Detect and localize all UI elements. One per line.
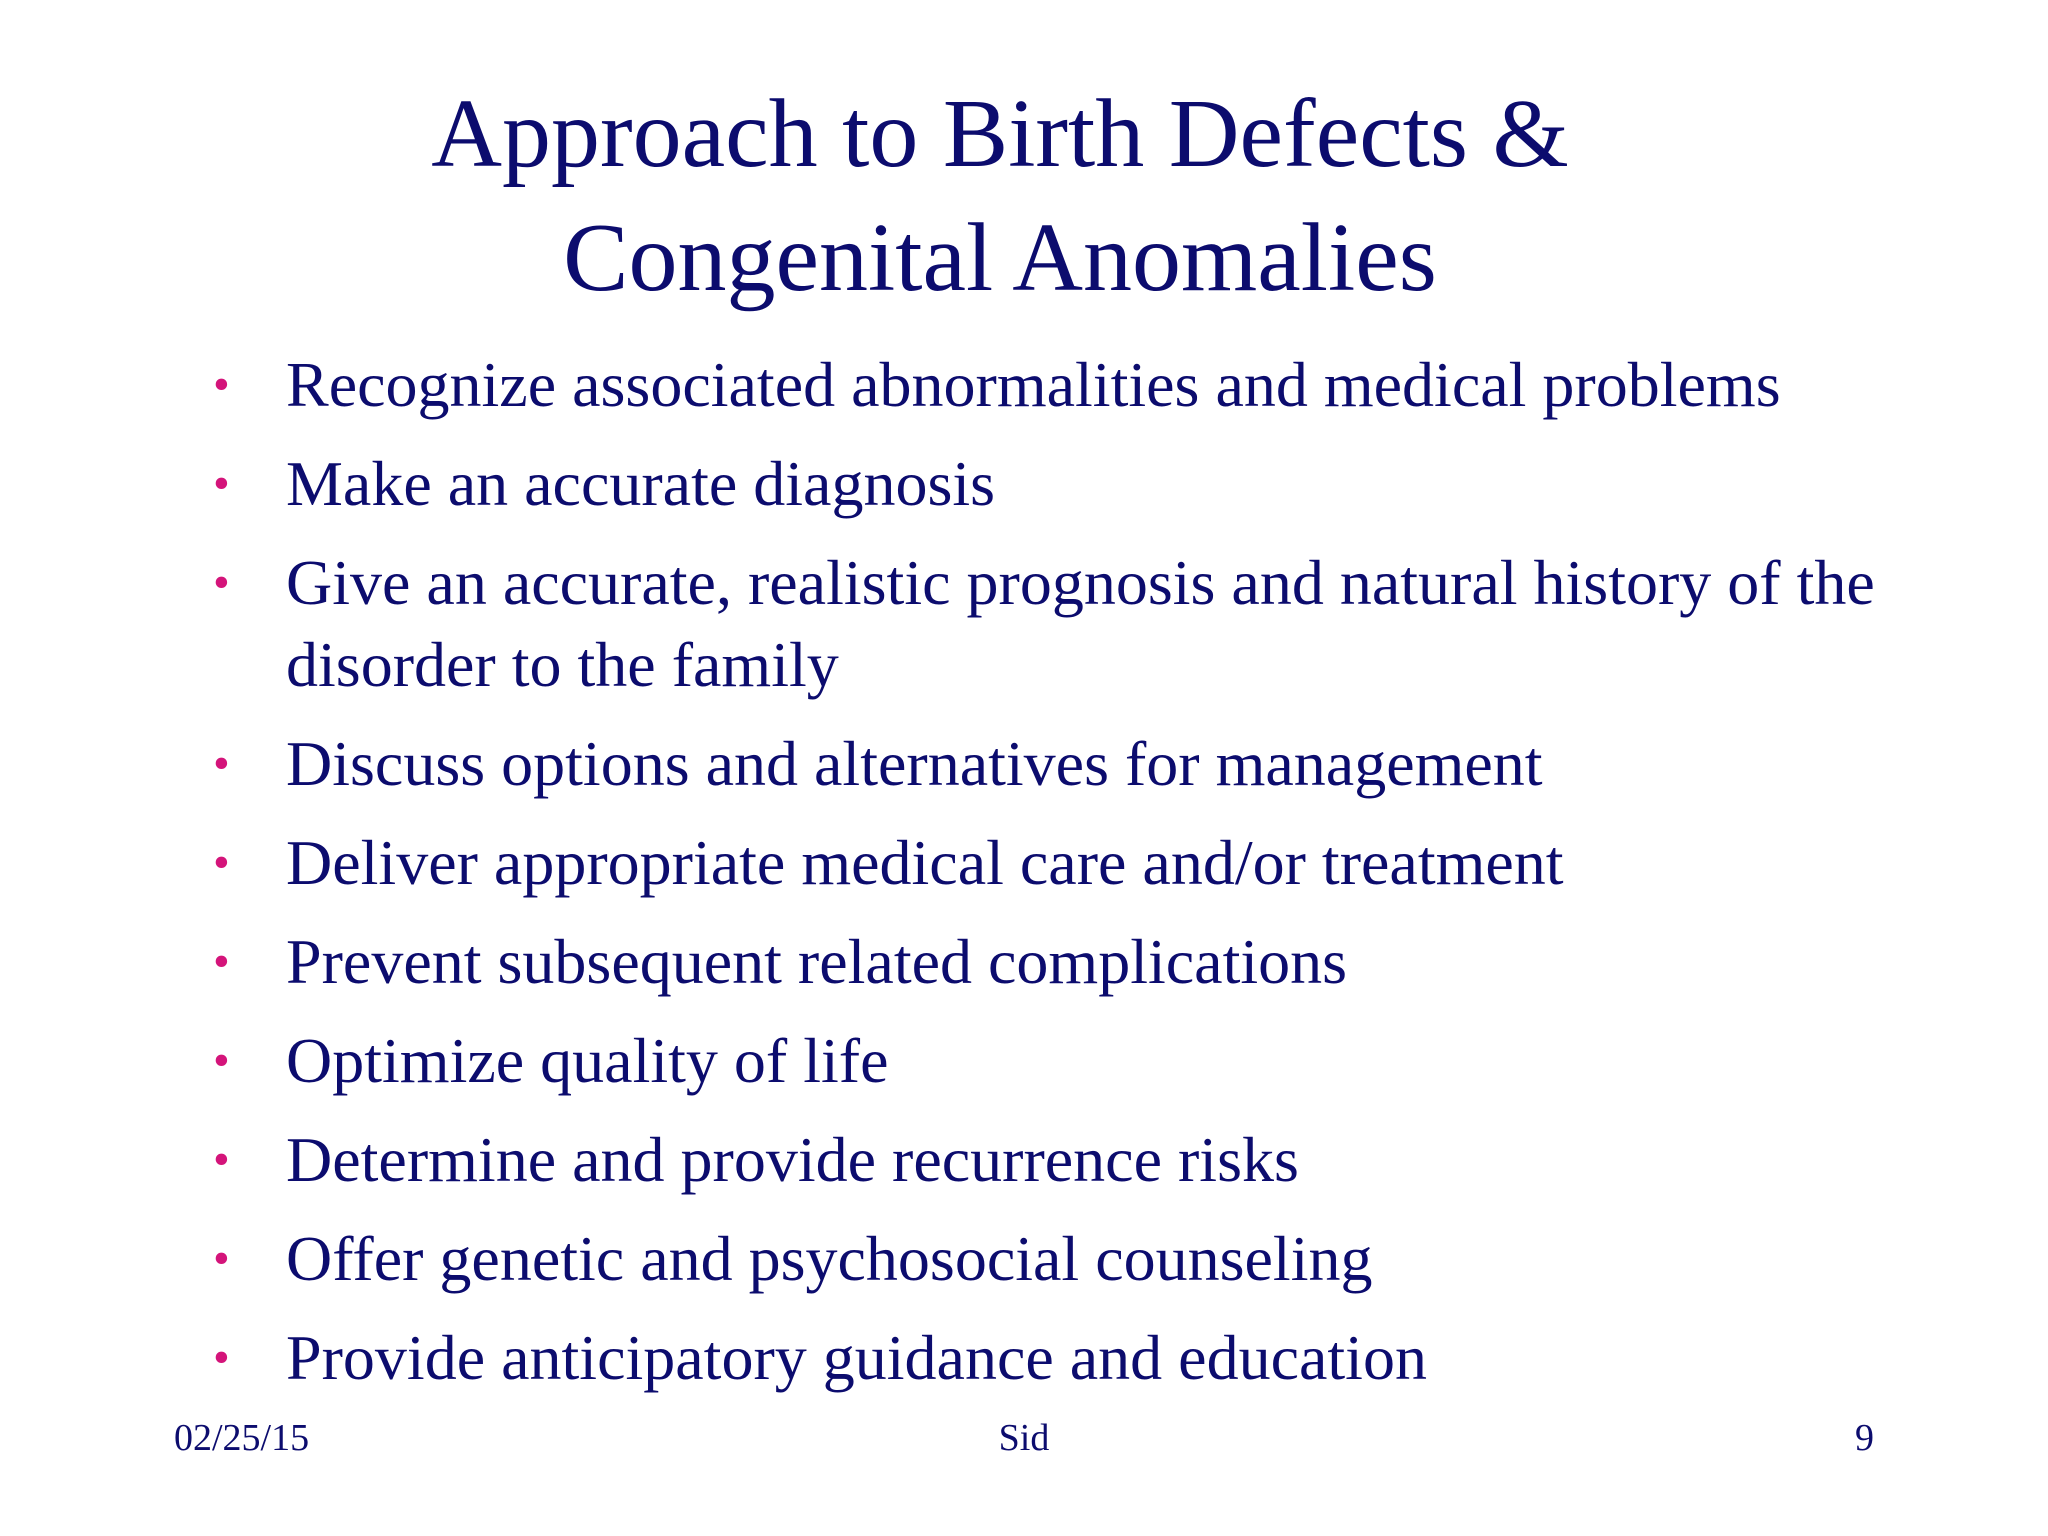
footer-date: 02/25/15: [174, 1417, 310, 1459]
bullet-text: Optimize quality of life: [286, 1025, 889, 1096]
bullet-item-counseling: [0, 1218, 2048, 1300]
bullet-text: Give an accurate, realistic prognosis and natural history of the disorder to the family: [286, 547, 1875, 700]
footer-author: Sid: [998, 1417, 1050, 1459]
footer-page-number: 9: [1855, 1417, 1874, 1459]
bullet-list: [0, 344, 2048, 1416]
bullet-dot-icon: •: [213, 457, 230, 510]
bullet-dot-icon: •: [213, 935, 230, 988]
bullet-item-diagnosis: [0, 443, 2048, 525]
bullet-item-quality: [0, 1020, 2048, 1102]
bullet-text: Recognize associated abnormalities and medical problems: [286, 349, 1781, 420]
bullet-item-recognize: [0, 344, 2048, 426]
slide-title-line-2: Congenital Anomalies: [563, 204, 1437, 312]
bullet-dot-icon: •: [213, 836, 230, 889]
bullet-text: Prevent subsequent related complications: [286, 926, 1348, 997]
bullet-dot-icon: •: [213, 737, 230, 790]
bullet-text: Deliver appropriate medical care and/or treatment: [286, 827, 1564, 898]
bullet-text: Provide anticipatory guidance and education: [286, 1322, 1427, 1393]
bullet-dot-icon: •: [213, 556, 230, 609]
bullet-dot-icon: •: [213, 1133, 230, 1186]
slide-title: [0, 72, 2000, 320]
bullet-item-prevent: [0, 921, 2048, 1003]
slide-title-line-1: Approach to Birth Defects &: [431, 80, 1569, 188]
bullet-text: Make an accurate diagnosis: [286, 448, 996, 519]
bullet-item-recurrence: [0, 1119, 2048, 1201]
bullet-dot-icon: •: [213, 1034, 230, 1087]
bullet-dot-icon: •: [213, 358, 230, 411]
bullet-text: Discuss options and alternatives for management: [286, 728, 1543, 799]
bullet-item-care: [0, 822, 2048, 904]
bullet-text: Offer genetic and psychosocial counseling: [286, 1223, 1373, 1294]
bullet-dot-icon: •: [213, 1331, 230, 1384]
bullet-text: Determine and provide recurrence risks: [286, 1124, 1299, 1195]
bullet-item-options: [0, 723, 2048, 805]
bullet-item-prognosis: [0, 542, 2048, 706]
bullet-dot-icon: •: [213, 1232, 230, 1285]
bullet-item-guidance: [0, 1317, 2048, 1399]
